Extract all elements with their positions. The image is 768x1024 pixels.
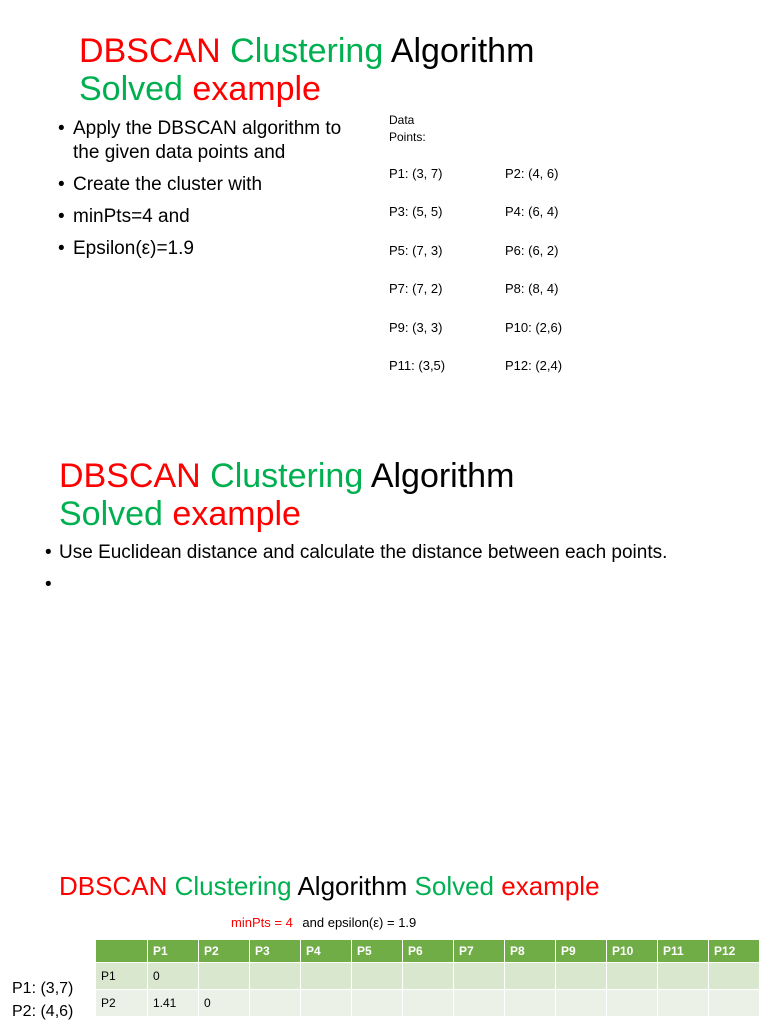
table-header-cell: P4 <box>301 940 352 963</box>
table-header-cell <box>96 940 148 963</box>
bullet-item: • Epsilon(ε)=1.9 <box>58 237 358 261</box>
table-cell <box>250 963 301 990</box>
data-point: P8: (8, 4) <box>505 281 559 296</box>
side-point-label: P2: (4,6) <box>12 1003 74 1020</box>
bullet-item-empty <box>45 573 685 597</box>
table-cell <box>658 963 709 990</box>
title-word-solved: Solved <box>59 495 163 533</box>
table-header-cell: P9 <box>556 940 607 963</box>
data-point: P11: (3,5) <box>389 358 446 373</box>
table-header-cell: P1 <box>148 940 199 963</box>
bullet-item: • minPts=4 and <box>58 205 358 229</box>
table-header-cell: P5 <box>352 940 403 963</box>
bullet-item: • Create the cluster with <box>58 173 358 197</box>
title-word-example: example <box>192 70 321 108</box>
data-point: P5: (7, 3) <box>389 243 443 258</box>
table-cell: P2 <box>96 990 148 1017</box>
table-cell <box>658 990 709 1017</box>
data-point: P9: (3, 3) <box>389 320 443 335</box>
table-cell <box>505 990 556 1017</box>
slide1-title <box>79 32 534 108</box>
table-cell: 0 <box>148 963 199 990</box>
table-header-cell: P3 <box>250 940 301 963</box>
title-word-dbscan: DBSCAN <box>79 32 221 70</box>
table-cell <box>454 963 505 990</box>
title-word-clustering: Clustering <box>210 457 364 495</box>
data-point: P7: (7, 2) <box>389 281 443 296</box>
title-word-algorithm: Algorithm <box>370 457 515 495</box>
epsilon-text: and epsilon(ε) = 1.9 <box>302 915 417 930</box>
table-row <box>96 963 760 990</box>
parameters-line <box>231 915 416 930</box>
table-header-row <box>96 940 760 963</box>
data-point: P2: (4, 6) <box>505 166 559 181</box>
slide2-title <box>59 457 514 533</box>
data-point: P12: (2,4) <box>505 358 563 373</box>
table-cell <box>352 990 403 1017</box>
data-point: P10: (2,6) <box>505 320 563 335</box>
table-cell <box>403 963 454 990</box>
table-cell <box>250 990 301 1017</box>
data-point: P3: (5, 5) <box>389 204 443 219</box>
table-cell: P1 <box>96 963 148 990</box>
table-header-cell: P11 <box>658 940 709 963</box>
slide3-title <box>59 869 600 903</box>
slide2-bullet-list <box>45 541 685 605</box>
table-cell <box>301 990 352 1017</box>
table-header-cell: P6 <box>403 940 454 963</box>
table-cell <box>556 963 607 990</box>
table-cell <box>352 963 403 990</box>
bullet-item: • Use Euclidean distance and calculate the distance between each points. <box>45 541 685 565</box>
table-cell <box>199 963 250 990</box>
title-word-solved: Solved <box>414 871 495 901</box>
table-row <box>96 990 760 1017</box>
table-header-cell: P12 <box>709 940 760 963</box>
table-header-cell: P8 <box>505 940 556 963</box>
title-word-example: example <box>501 871 600 901</box>
slide1-bullet-list <box>58 117 358 269</box>
table-cell <box>709 990 760 1017</box>
table-cell <box>556 990 607 1017</box>
table-cell: 1.41 <box>148 990 199 1017</box>
data-point: P1: (3, 7) <box>389 166 443 181</box>
data-point: P6: (6, 2) <box>505 243 559 258</box>
title-word-example: example <box>172 495 301 533</box>
table-header-cell: P2 <box>199 940 250 963</box>
distance-matrix-table <box>95 939 760 1017</box>
title-word-clustering: Clustering <box>230 32 384 70</box>
data-point: P4: (6, 4) <box>505 204 559 219</box>
side-point-label: P1: (3,7) <box>12 980 74 997</box>
table-cell <box>607 963 658 990</box>
title-word-algorithm: Algorithm <box>297 871 408 901</box>
table-header-cell: P10 <box>607 940 658 963</box>
table-cell <box>505 963 556 990</box>
minpts-label: minPts = <box>231 915 282 930</box>
title-word-algorithm: Algorithm <box>390 32 535 70</box>
table-header-cell: P7 <box>454 940 505 963</box>
table-cell <box>709 963 760 990</box>
title-word-dbscan: DBSCAN <box>59 457 201 495</box>
minpts-value: 4 <box>285 915 293 930</box>
table-cell <box>454 990 505 1017</box>
data-points-label: Data Points: <box>389 113 426 144</box>
title-word-dbscan: DBSCAN <box>59 871 168 901</box>
bullet-item: • Apply the DBSCAN algorithm to the given data points and <box>58 117 358 165</box>
table-cell <box>607 990 658 1017</box>
table-cell <box>301 963 352 990</box>
title-word-clustering: Clustering <box>174 871 292 901</box>
table-cell <box>403 990 454 1017</box>
table-cell: 0 <box>199 990 250 1017</box>
title-word-solved: Solved <box>79 70 183 108</box>
